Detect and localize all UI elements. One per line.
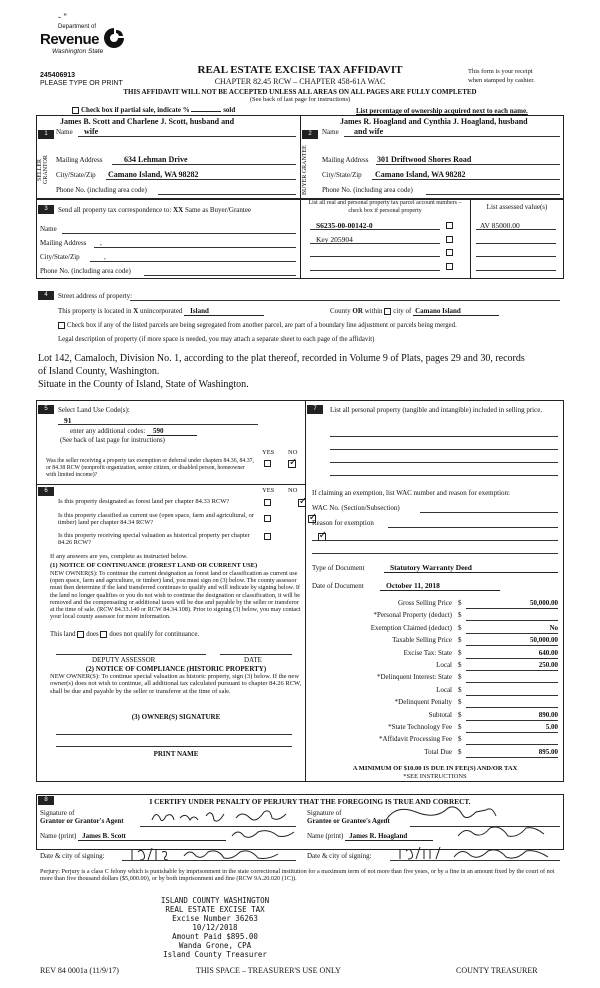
fee-value[interactable]: 895.00 (466, 748, 558, 758)
send-corr-same: Same as Buyer/Grantee (184, 206, 252, 214)
city-row (330, 307, 499, 316)
fee-label: *State Technology Fee (388, 723, 452, 731)
s3-mail-line (94, 247, 296, 248)
seller-mail-value[interactable]: 634 Lehman Drive (124, 155, 188, 164)
assessed-line-4 (476, 270, 556, 271)
revenue-wordmark: Revenue (40, 31, 100, 48)
legal-line-2: of Island County, Washington. (38, 366, 160, 377)
section-7-marker: 7 (307, 405, 323, 414)
fee-label: Taxable Selling Price (392, 636, 452, 645)
see-instructions: *SEE INSTRUCTIONS (403, 773, 467, 780)
dor-swirl-icon (102, 26, 126, 50)
fee-label: Gross Selling Price (397, 599, 452, 607)
personal-prop-label: List all personal property (tangible and intangible) included in selling price. (330, 406, 543, 414)
street-line[interactable] (130, 300, 560, 301)
fee-currency: $ (458, 673, 462, 682)
s3-phone-label: Phone No. (including area code) (40, 267, 131, 275)
fee-value[interactable]: 50,000.00 (466, 599, 558, 609)
located-row (58, 307, 264, 316)
grantee-date-label: Date & city of signing: (307, 852, 372, 860)
buyer-name-line2: and wife (354, 127, 384, 136)
seller-mail-label: Mailing Address (56, 156, 103, 164)
section-1-marker: 1 (38, 130, 54, 139)
stamp-line-6: Wanda Grone, CPA (178, 941, 252, 950)
deputy-date-line[interactable] (220, 654, 292, 655)
does-not-checkbox[interactable] (100, 631, 107, 638)
legal-label: Legal description of property (if more space is needed, you may attach a separate sheet to each page of the affidavit) (58, 336, 375, 343)
city-of-label: city of (393, 307, 412, 315)
s3-name-label: Name (40, 225, 57, 233)
receipt-note-1: This form is your receipt (468, 68, 533, 75)
certify-statement: I CERTIFY UNDER PENALTY OF PERJURY THAT THE FOREGOING IS TRUE AND CORRECT. (149, 797, 471, 806)
fee-label: Subtotal (428, 710, 452, 719)
fee-currency: $ (458, 710, 462, 719)
fee-label: Local (436, 685, 452, 694)
buyer-mail-value[interactable]: 301 Driftwood Shores Road (377, 155, 472, 164)
exemption-no-checkbox[interactable] (288, 460, 296, 468)
grantor-initials-icon (228, 826, 298, 840)
historic-question: Is this property receiving special valuation as historical property per chapter 84.26 RCW? (58, 532, 250, 547)
unincorporated-mark[interactable]: X (133, 307, 139, 315)
notice-continuance-title: (1) NOTICE OF CONTINUANCE (FOREST LAND OR CURRENT USE) (50, 562, 258, 569)
please-print: PLEASE TYPE OR PRINT (40, 80, 123, 87)
s3-city-label: City/State/Zip (40, 253, 80, 261)
historic-yes-checkbox[interactable] (264, 533, 271, 540)
fee-value[interactable] (466, 673, 558, 683)
print-name-line[interactable] (56, 746, 292, 747)
fee-currency: $ (458, 747, 462, 756)
perjury-note: Perjury: Perjury is a class C felony which is punishable by imprisonment in the state correctional institution for a maximum term of not more than five years, or by a fine in an amount fixed by the court of not more than five thousand dollars ($5,000.00), or by both imprisonment and fine (RCW 9A.20.020 (1C)). (40, 868, 555, 883)
fee-currency: $ (458, 599, 462, 607)
forest-yes-checkbox[interactable] (264, 499, 271, 506)
assessed-line-1 (476, 229, 556, 230)
current-use-yes-checkbox[interactable] (264, 515, 271, 522)
personal-prop-line-4[interactable] (330, 475, 558, 476)
form-rev: REV 84 0001a (11/9/17) (40, 966, 119, 975)
within-label: within (364, 307, 383, 315)
form-title: REAL ESTATE EXCISE TAX AFFIDAVIT (197, 64, 403, 76)
dor-logo (40, 24, 130, 64)
or-label: OR (352, 307, 363, 315)
parties-divider (300, 115, 301, 199)
fee-currency: $ (458, 723, 462, 731)
grantor-print-label: Name (print) (40, 832, 77, 840)
section-8-marker: 8 (38, 796, 54, 805)
fee-label: *Affidavit Processing Fee (379, 735, 452, 744)
current-use-question: Is this property classified as current use (open space, farm and agricultural, or timber) land per chapter 84.34 RCW? (58, 512, 254, 527)
print-name-label: PRINT NAME (153, 750, 199, 758)
additional-codes-label: enter any additional codes: (70, 427, 146, 435)
section-4-marker: 4 (38, 291, 54, 300)
seller-name-label: Name (56, 128, 73, 136)
receipt-note-2: when stamped by cashier. (468, 77, 535, 84)
reason-line-3[interactable] (312, 553, 558, 554)
parcel-header: List all real and personal property tax parcel account numbers – check box if personal property (308, 200, 462, 214)
s6-no-label: NO (288, 487, 298, 494)
fee-label: Total Due (424, 747, 452, 756)
fee-value[interactable]: 890.00 (466, 711, 558, 721)
grantor-signature-icon (146, 806, 296, 828)
seller-name-line (78, 136, 296, 137)
notice-compliance-title: (2) NOTICE OF COMPLIANCE (HISTORIC PROPERTY) (85, 665, 267, 673)
buyer-phone-line[interactable] (426, 194, 560, 195)
partial-sale-label: Check box if partial sale, indicate % (81, 106, 190, 114)
exemption-yes-checkbox[interactable] (264, 460, 271, 467)
seller-name-line1: James B. Scott and Charlene J. Scott, husband and (60, 117, 235, 126)
segregated-label: Check box if any of the listed parcels are being segregated from another parcel, are part of a boundary line adjustment or parcels being merged. (67, 322, 457, 330)
pct-ownership-note: List percentage of ownership acquired next to each name. (356, 107, 528, 115)
doc-type-label: Type of Document (312, 564, 365, 572)
buyer-mail-line (376, 164, 560, 165)
fee-label: Exemption Claimed (deduct) (370, 623, 452, 632)
s3-mail-value[interactable]: , (100, 239, 102, 247)
partial-sale-row (72, 106, 235, 114)
buyer-phone-label: Phone No. (including area code) (322, 186, 413, 194)
fee-currency: $ (458, 735, 462, 744)
fee-label: Excise Tax: State (403, 648, 452, 657)
owner-sig-line[interactable] (56, 734, 292, 735)
sections-5-7-divider (305, 400, 306, 782)
fee-currency: $ (458, 636, 462, 645)
section-2-marker: 2 (302, 130, 318, 139)
seller-city-label: City/State/Zip (56, 171, 96, 179)
parcel-line-3 (310, 256, 440, 257)
land-use-label: Select Land Use Code(s): (58, 406, 130, 414)
buyer-name-line1: James R. Hoagland and Cynthia J. Hoagland, husband (340, 117, 528, 126)
fee-currency: $ (458, 611, 462, 620)
segregated-row (58, 322, 457, 329)
section-6-marker: 6 (38, 487, 54, 496)
legal-line-3: Situate in the County of Island, State of Washington. (38, 379, 249, 390)
parcel-2[interactable]: Key 205904 (316, 235, 353, 244)
fee-currency: $ (458, 623, 462, 632)
personal-prop-checkbox-3[interactable] (446, 249, 453, 256)
exemption-question: Was the seller receiving a property tax exemption or deferral under chapters 84.36, 84.37, or 84.38 RCW (nonprofit organization, senior citizen, or disabled person, homeowner with limited income)? (46, 458, 254, 478)
s3-city-value[interactable]: , (104, 253, 106, 261)
fee-currency: $ (458, 648, 462, 657)
fee-label: *Personal Property (deduct) (373, 611, 452, 620)
owner-sig-label: (3) OWNER(S) SIGNATURE (131, 713, 221, 721)
forest-no-checkbox[interactable] (298, 499, 306, 507)
grantee-print-row (307, 832, 433, 841)
grantor-sig-label-2: Grantor or Grantor's Agent (40, 817, 124, 825)
reason-label: Reason for exemption (312, 519, 374, 527)
treasurer-use: THIS SPACE – TREASURER'S USE ONLY (196, 966, 341, 975)
assessed-divider (470, 199, 471, 279)
s6-yes-label: YES (262, 487, 275, 494)
grantor-sig-label-1: Signature of (40, 809, 75, 817)
s5-no-label: NO (288, 449, 298, 456)
does-checkbox[interactable] (77, 631, 84, 638)
section-3-divider (300, 199, 301, 279)
buyer-mail-label: Mailing Address (322, 156, 369, 164)
additional-codes-row (70, 427, 197, 436)
grantee-print-name[interactable]: James R. Hoagland (345, 832, 433, 841)
reason-line-2[interactable] (312, 540, 558, 541)
treasurer-stamp (130, 896, 300, 959)
fee-value[interactable] (466, 686, 558, 696)
grantee-date-handwriting-icon (396, 845, 560, 863)
state-line: Washington State (52, 48, 104, 55)
wac-label: WAC No. (Section/Subsection) (312, 504, 400, 512)
land-use-code[interactable]: 91 (64, 416, 72, 425)
street-label: Street address of property: (58, 292, 133, 300)
fee-value[interactable]: 5.00 (466, 723, 558, 733)
send-corr-mark[interactable]: XX (173, 206, 184, 214)
section-5-marker: 5 (38, 405, 54, 414)
city-checkbox[interactable] (384, 308, 391, 315)
land-use-line (58, 424, 258, 425)
grantor-date-handwriting-icon (128, 846, 292, 862)
see-back-note: (See back of last page for instructions) (249, 96, 351, 103)
form-chapter: CHAPTER 82.45 RCW – CHAPTER 458-61A WAC (214, 77, 386, 86)
buyer-name-line (344, 136, 560, 137)
does-not-label: does not qualify for continuance. (109, 631, 200, 639)
fee-currency: $ (458, 661, 462, 669)
s3-phone-line[interactable] (144, 275, 296, 276)
doc-number: 245406913 (40, 72, 76, 79)
parcel-line-1 (310, 229, 440, 230)
buyer-side-label: BUYER GRANTEE (302, 145, 308, 195)
seller-name-line2: wife (84, 127, 99, 136)
reason-line-1[interactable] (388, 527, 558, 528)
fee-currency: $ (458, 698, 462, 707)
county-treasurer: COUNTY TREASURER (456, 966, 538, 975)
personal-prop-line-3[interactable] (330, 462, 558, 463)
wac-line[interactable] (420, 512, 558, 513)
grantor-print-name[interactable]: James B. Scott (78, 832, 226, 841)
form-warning: THIS AFFIDAVIT WILL NOT BE ACCEPTED UNLESS ALL AREAS ON ALL PAGES ARE FULLY COMPLETED (123, 88, 477, 96)
fee-value[interactable] (466, 735, 558, 745)
fee-value[interactable] (466, 698, 558, 708)
grantor-print-row (40, 832, 226, 841)
grantee-sig-label-1: Signature of (307, 809, 342, 817)
notice-compliance-body: NEW OWNER(S): To continue special valuation as historic property, sign (3) below. If the new owner(s) does not wish to continue, all additional tax calculated pursuant to chapter 84.26 RCW, shall be due and payable by the seller or transferor at the time of sale. (50, 673, 302, 695)
seller-side-label: SELLER GRANTOR (37, 155, 49, 185)
county-value[interactable]: Island (184, 307, 264, 316)
buyer-name-label: Name (322, 128, 339, 136)
header-marks: - " (58, 12, 67, 22)
personal-prop-checkbox-2[interactable] (446, 236, 453, 243)
county-label: County (330, 307, 351, 315)
s6-top-rule (36, 484, 305, 485)
parcel-1[interactable]: S6235-00-00142-0 (316, 221, 373, 230)
stamp-line-4: 10/12/2018 (192, 923, 238, 932)
located-label: This property is located in (58, 307, 132, 315)
does-label: does (86, 631, 99, 639)
assessed-line-3 (476, 256, 556, 257)
fee-label: Local (436, 661, 452, 669)
fee-value[interactable] (466, 611, 558, 621)
continuance-row (50, 631, 199, 638)
assessed-line-2 (476, 243, 556, 244)
seller-city-value[interactable]: Camano Island, WA 98282 (108, 170, 199, 179)
stamp-line-2: REAL ESTATE EXCISE TAX (165, 905, 265, 914)
seller-mail-line (112, 164, 296, 165)
min-fee-note: A MINIMUM OF $10.00 IS DUE IN FEE(S) AND/OR TAX (352, 765, 518, 772)
fee-label: *Delinquent Interest: State (376, 673, 452, 682)
notice-continuance-body: NEW OWNER(S): To continue the current designation as forest land or classification as current use (open space, farm and agriculture, or timber) land, you must sign on (3) below. The county assessor must then determine if the land transferred continues to qualify and will indicate by signing below. If the land no longer qualifies or you do not wish to continue the designation or classification, it will be removed and the compensating or additional taxes will be due and payable by the seller or transferor at the time of sale. (RCW 84.33.140 or RCW 84.34.108). Prior to signing (3) below, you may contact your local county assessor for more information. (50, 570, 301, 621)
forest-question: Is this property designated as forest land per chapter 84.33 RCW? (58, 498, 230, 505)
stamp-line-7: Island County Treasurer (163, 950, 267, 959)
s3-city-line (90, 261, 296, 262)
send-corr-row (58, 206, 251, 214)
doc-date-value[interactable]: October 11, 2018 (380, 581, 500, 591)
partial-sale-checkbox[interactable] (72, 107, 79, 114)
fee-value[interactable]: 640.00 (466, 649, 558, 659)
deputy-line[interactable] (56, 654, 206, 655)
section-3-marker: 3 (38, 205, 54, 214)
seller-phone-label: Phone No. (including area code) (56, 186, 147, 194)
doc-date-label: Date of Document (312, 582, 364, 590)
personal-prop-line-1[interactable] (330, 436, 558, 437)
parcel-line-2 (310, 243, 440, 244)
this-land-label: This land (50, 631, 76, 639)
exemption-claim-label: If claiming an exemption, list WAC number and reason for exemption: (312, 489, 510, 497)
stamp-line-3: Excise Number 36263 (172, 914, 258, 923)
parcel-line-4 (310, 270, 440, 271)
buyer-city-label: City/State/Zip (322, 171, 362, 179)
buyer-city-value[interactable]: Camano Island, WA 98282 (375, 170, 466, 179)
personal-prop-checkbox-1[interactable] (446, 222, 453, 229)
segregated-checkbox[interactable] (58, 322, 65, 329)
deputy-label: DEPUTY ASSESSOR (92, 656, 156, 664)
fee-currency: $ (458, 685, 462, 694)
stamp-line-5: Amount Paid $895.00 (172, 932, 258, 941)
fee-value[interactable]: No (466, 624, 558, 634)
fee-label: *Delinquent Penalty (394, 698, 452, 707)
assessed-1[interactable]: AV 85000.00 (480, 221, 520, 230)
assessed-header: List assessed value(s) (486, 203, 548, 211)
s3-name-line[interactable] (62, 233, 296, 234)
grantee-sig-label-2: Grantee or Grantee's Agent (307, 817, 390, 825)
grantor-date-label: Date & city of signing: (40, 852, 105, 860)
personal-prop-checkbox-4[interactable] (446, 263, 453, 270)
personal-prop-line-2[interactable] (330, 449, 558, 450)
additional-code[interactable]: 590 (147, 427, 197, 436)
grantee-print-label: Name (print) (307, 832, 344, 840)
grantee-initials-icon (454, 824, 554, 840)
sold-label: sold (223, 106, 236, 114)
send-corr-label: Send all property tax correspondence to: (58, 206, 172, 214)
seller-phone-line[interactable] (158, 194, 296, 195)
fee-value[interactable]: 250.00 (466, 661, 558, 671)
deputy-date-label: DATE (244, 656, 262, 664)
unincorporated-label: unincorporated (140, 307, 183, 315)
s5-yes-label: YES (262, 449, 275, 456)
if-yes-note: If any answers are yes, complete as instructed below. (50, 553, 188, 560)
stamp-line-1: ISLAND COUNTY WASHINGTON (160, 896, 270, 905)
legal-line-1: Lot 142, Camaloch, Division No. 1, according to the plat thereof, recorded in Volume 9 of Plats, pages 29 and 30, records (38, 353, 525, 364)
doc-type-value[interactable]: Statutory Warranty Deed (384, 563, 558, 573)
buyer-city-line (372, 179, 560, 180)
city-value[interactable]: Camano Island (413, 307, 499, 316)
land-use-see-back: (See back of last page for instructions) (60, 437, 165, 444)
seller-city-line (106, 179, 296, 180)
s3-mail-label: Mailing Address (40, 239, 87, 247)
dept-line: Department of (58, 24, 97, 30)
fee-value[interactable]: 50,000.00 (466, 636, 558, 646)
